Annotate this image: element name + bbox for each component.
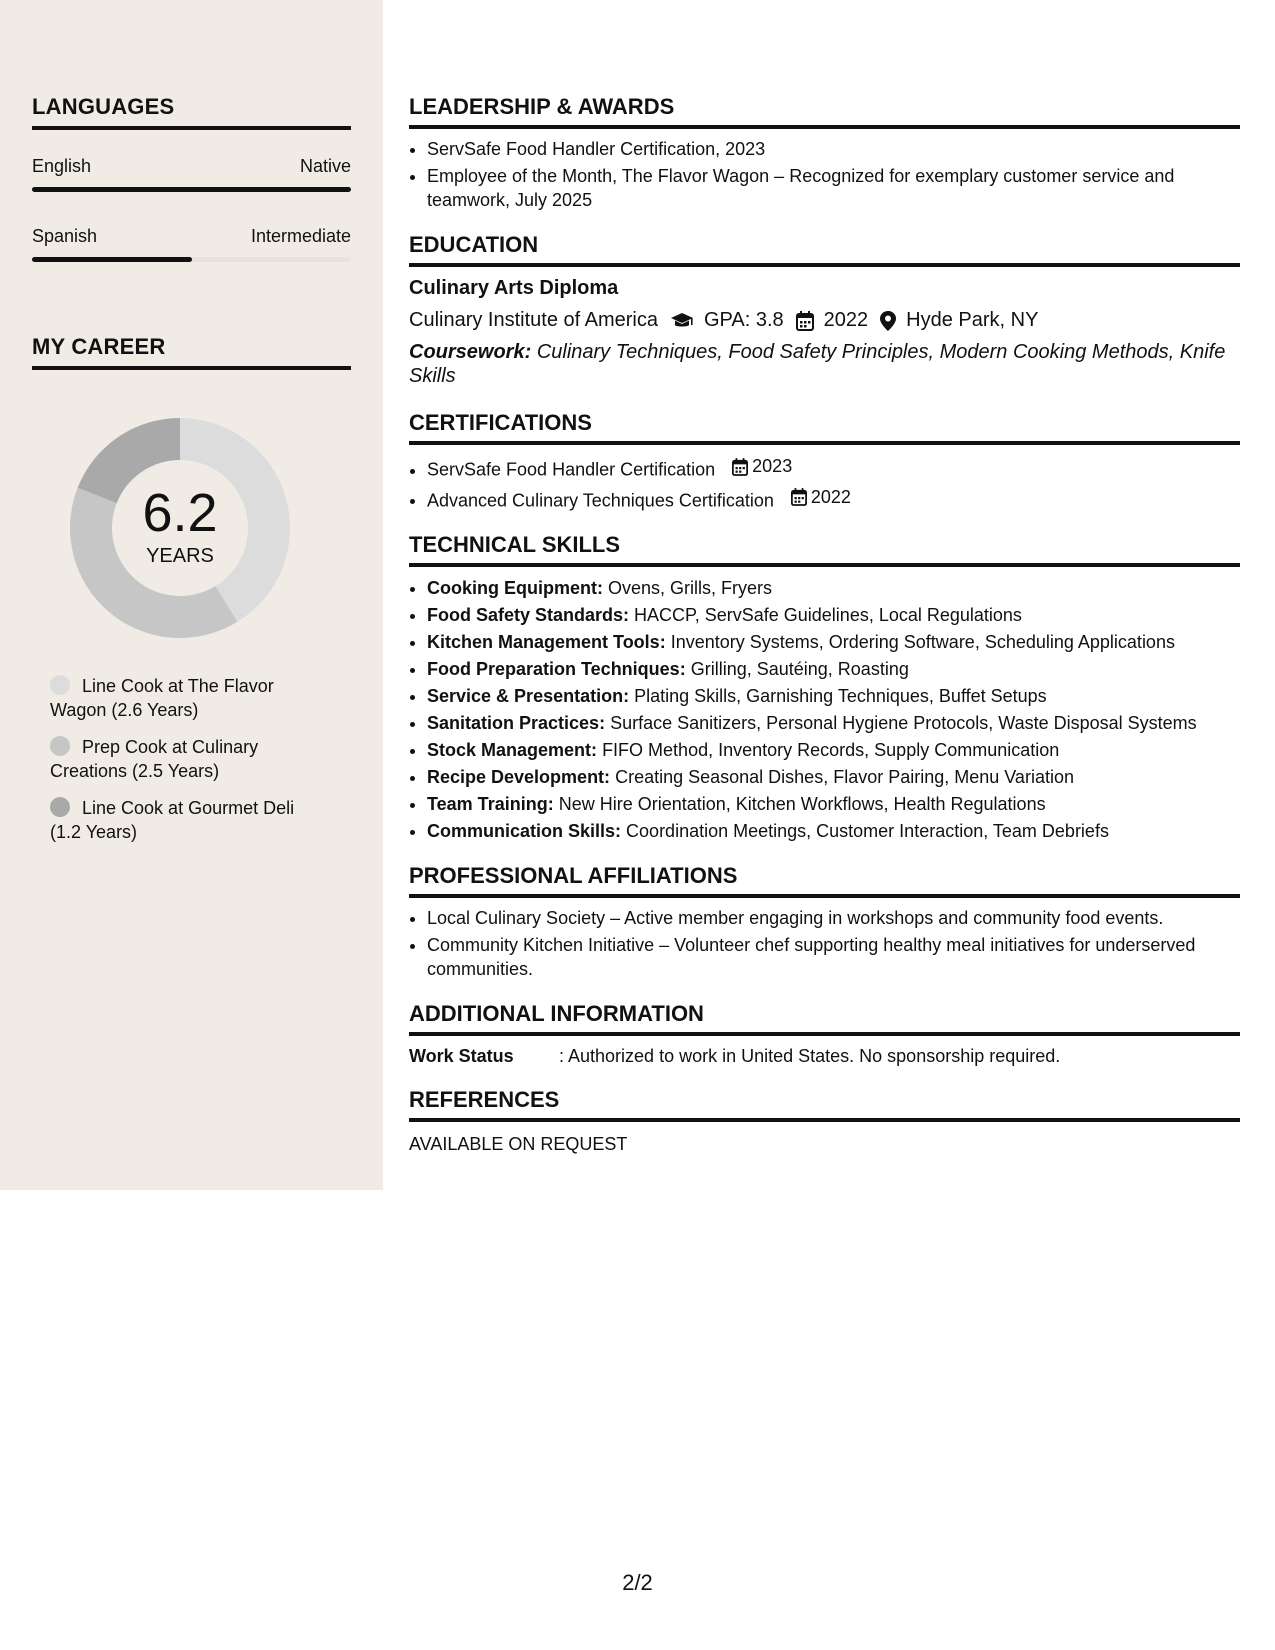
legend-dot-icon [50,797,70,817]
leadership-item: • Employee of the Month, The Flavor Wagon – Recognized for exemplary customer service and teamwork, July 2025 [427,164,1240,212]
skill-label: Team Training: [427,794,554,814]
references-heading: REFERENCES [409,1087,1240,1122]
skill-value: New Hire Orientation, Kitchen Workflows, Health Regulations [558,794,1046,814]
language-bar-fill [32,187,351,192]
skill-label: Service & Presentation: [427,686,630,706]
language-bar [32,187,351,192]
skills-section [409,532,1240,845]
affiliations-section [409,863,1240,981]
career-legend-label: Line Cook at Gourmet Deli (1.2 Years) [50,798,295,842]
education-gpa: GPA: 3.8 [704,309,784,331]
skill-item [427,764,1240,791]
work-status-value: : Authorized to work in United States. No sponsorship required. [559,1046,1061,1066]
calendar-icon [796,311,814,331]
affiliation-item: • Community Kitchen Initiative – Volunteer chef supporting healthy meal initiatives for underserved communities. [427,933,1240,981]
skills-heading: TECHNICAL SKILLS [409,532,1240,567]
skill-label: Cooking Equipment: [427,578,603,598]
skill-value: Surface Sanitizers, Personal Hygiene Protocols, Waste Disposal Systems [610,713,1197,733]
skill-label: Kitchen Management Tools: [427,632,666,652]
career-total-unit: YEARS [146,544,214,567]
sidebar [0,0,383,1190]
career-legend-item [50,735,320,783]
career-heading: MY CAREER [32,334,351,370]
coursework-text: Culinary Techniques, Food Safety Principles, Modern Cooking Methods, Knife Skills [409,341,1226,387]
skill-value: Inventory Systems, Ordering Software, Scheduling Applications [670,632,1175,652]
career-section [32,334,351,370]
map-pin-icon [880,311,896,331]
legend-dot-icon [50,675,70,695]
language-bar-fill [32,257,192,262]
references-text: AVAILABLE ON REQUEST [409,1134,628,1154]
skill-item [427,629,1240,656]
languages-heading: LANGUAGES [32,94,351,130]
skill-value: Grilling, Sautéing, Roasting [690,659,909,679]
certification-name: ServSafe Food Handler Certification [427,459,716,480]
coursework-label: Coursework: [409,341,532,363]
page-number: 2/2 [622,1570,653,1595]
certification-date [791,484,851,511]
skill-value: Coordination Meetings, Customer Interaction, Team Debriefs [626,821,1109,841]
affiliation-item: • Local Culinary Society – Active member engaging in workshops and community food events. [427,906,1240,930]
career-legend-label: Line Cook at The Flavor Wagon (2.6 Years) [50,676,274,720]
certification-year: 2023 [752,456,793,476]
skill-item [427,656,1240,683]
certifications-section [409,410,1240,514]
career-legend-item [50,796,320,844]
career-legend [50,674,320,857]
education-heading: EDUCATION [409,232,1240,267]
affiliations-heading: PROFESSIONAL AFFILIATIONS [409,863,1240,898]
education-section [409,232,1240,388]
language-bar [32,257,351,262]
work-status-label: Work Status [409,1046,514,1066]
language-row [32,226,351,247]
skill-label: Food Preparation Techniques: [427,659,686,679]
certification-year: 2022 [810,486,851,507]
languages-section [32,94,351,262]
education-meta [409,309,1240,332]
skill-label: Stock Management: [427,740,598,760]
skill-item [427,737,1240,764]
skill-label: Communication Skills: [427,821,622,841]
language-name: Spanish [32,226,98,246]
language-row [32,156,351,177]
certification-date [732,453,792,480]
education-school: Culinary Institute of America [409,309,658,331]
skill-label: Sanitation Practices: [427,713,606,733]
career-total-value: 6.2 [142,482,218,543]
leadership-section [409,94,1240,212]
certifications-list [409,453,1240,514]
certification-item [427,484,1240,515]
education-coursework [409,340,1240,388]
career-legend-label: Prep Cook at Culinary Creations (2.5 Years) [50,737,259,781]
skill-item [427,575,1240,602]
education-location: Hyde Park, NY [906,309,1039,331]
language-name: English [32,156,92,176]
skill-value: FIFO Method, Inventory Records, Supply Communication [602,740,1060,760]
education-degree: Culinary Arts Diploma [409,277,619,299]
skill-value: HACCP, ServSafe Guidelines, Local Regulations [634,605,1022,625]
leadership-item: • ServSafe Food Handler Certification, 2023 [427,137,1240,161]
skill-item [427,602,1240,629]
leadership-list [409,137,1240,212]
certification-item [427,453,1240,484]
main-content [409,94,1240,1171]
references-section [409,1087,1240,1155]
career-donut-chart [66,414,294,642]
skill-item [427,791,1240,818]
skill-item [427,683,1240,710]
skill-value: Ovens, Grills, Fryers [608,578,773,598]
affiliations-list [409,906,1240,981]
additional-heading: ADDITIONAL INFORMATION [409,1001,1240,1036]
certification-name: Advanced Culinary Techniques Certification [427,490,774,510]
career-total [66,414,294,642]
skill-value: Plating Skills, Garnishing Techniques, Buffet Setups [634,686,1047,706]
skill-value: Creating Seasonal Dishes, Flavor Pairing, Menu Variation [615,767,1074,787]
career-legend-item [50,674,320,722]
skill-item [427,818,1240,845]
language-level: Intermediate [250,226,351,246]
graduation-cap-icon [670,312,694,330]
legend-dot-icon [50,736,70,756]
skill-label: Food Safety Standards: [427,605,630,625]
skill-item [427,710,1240,737]
additional-section [409,1001,1240,1067]
calendar-icon [732,458,748,476]
calendar-icon [791,488,807,506]
skill-label: Recipe Development: [427,767,611,787]
language-level: Native [299,156,351,176]
skills-list [409,575,1240,845]
leadership-heading: LEADERSHIP & AWARDS [409,94,1240,129]
work-status-row [409,1046,1240,1067]
certifications-heading: CERTIFICATIONS [409,410,1240,445]
education-year: 2022 [823,309,869,331]
